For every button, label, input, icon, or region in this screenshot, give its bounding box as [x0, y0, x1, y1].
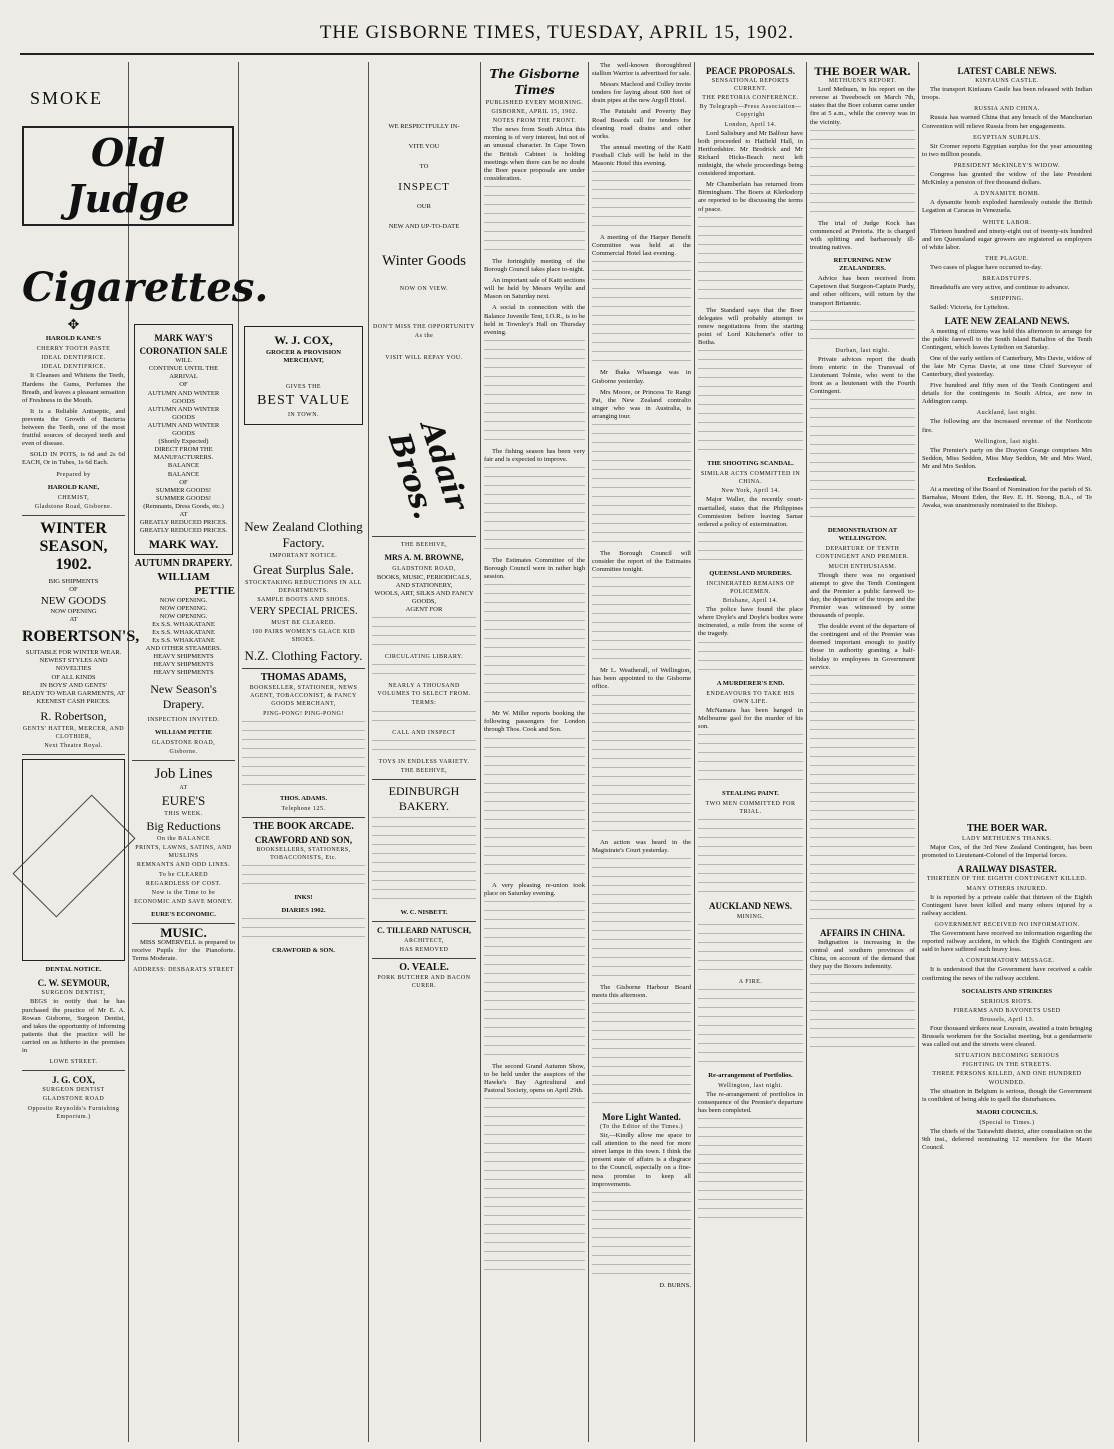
toys-line: TOYS IN ENDLESS VARIETY. — [378, 758, 470, 765]
adams-sign: THOS. ADAMS. — [279, 794, 328, 802]
peace-sub: SENSATIONAL REPORTS CURRENT. — [711, 78, 790, 93]
queensland-sub: INCINERATED REMAINS OF POLICEMEN. — [706, 580, 795, 595]
maori-heading: MAORI COUNCILS. — [976, 1108, 1038, 1116]
stealing-heading: STEALING PAINT. — [722, 790, 779, 798]
col10-para-d: Congress has granted the widow of the late President McKinley a pension of five thousand dollars. — [922, 171, 1092, 187]
col6-para-e: Mr Ihaka Whaanga was in Gisborne yesterday. — [592, 369, 691, 385]
fighting-sub: FIGHTING IN THE STREETS. — [962, 1062, 1052, 1069]
balance-line: On the BALANCE — [157, 836, 210, 843]
col6-para-h: Mr L. Weatherall, of Wellington, has been appointed to the Gisborne office. — [592, 667, 691, 691]
respect-line-6: NEW AND UP-TO-DATE — [388, 223, 460, 230]
seymour-role: SURGEON DENTIST, — [41, 990, 106, 997]
job-lines-heading: Job Lines — [154, 765, 213, 782]
column-7 — [698, 62, 803, 1442]
auckland-dateline: Auckland, last night. — [976, 410, 1038, 417]
pettie-line-6: Ex S.S. WHAKATANE — [152, 637, 215, 645]
col6-para-c: The annual meeting of the Kaiti Football Club will be held in the Masonic Hotel this evening. — [592, 143, 691, 168]
call-inspect: CALL AND INSPECT — [392, 729, 456, 736]
column-divider — [694, 62, 695, 1442]
pretoria-sub: THE PRETORIA CONFERENCE. — [702, 95, 799, 102]
rob-line-6: KEENEST CASH PRICES. — [36, 697, 111, 705]
rob-role: GENTS' HATTER, MERCER, AND CLOTHIER, — [22, 725, 125, 740]
tailor-advert-image — [22, 759, 125, 961]
prints-line: PRINTS, LAWNS, SATINS, AND MUSLINS — [135, 845, 232, 860]
col10-para-p: At a meeting of the Board of Nomination for the parish of St. Barnabas, Mount Eden, the Rev. E. H. Strong, B.A., of Te Awaka, was unanimously nominated to the Bishop. — [922, 486, 1092, 510]
adams-name: THOMAS ADAMS, — [260, 672, 347, 684]
nisbett-sign: W. C. NISBETT. — [400, 908, 448, 916]
col7-para-d: Major Waller, the recently court-martialled, states that the Philippines Commission before leaving Samar ordered a policy of extermination. — [698, 496, 803, 528]
cox-role: SURGEON DENTIST — [42, 1087, 105, 1094]
diaries-line: DIARIES 1902. — [281, 907, 326, 915]
col9-para-a: Major Cox, of the 3rd New Zealand Contingent, has been promoted to Lieutenant-Colonel of the Imperial forces. — [922, 844, 1092, 860]
markway-line-17: GREATLY REDUCED PRICES. — [139, 527, 228, 535]
col8-para-d: Private advices report the death from enteric in the Transvaal of Lieutenant Tolmie, who went to the front as a lieutenant with the Fourth Contingent. — [810, 355, 915, 396]
column-1 — [22, 318, 140, 1442]
rearrangement-heading: Re-arrangement of Portfolios. — [708, 1071, 793, 1079]
cox-grocer-name: W. J. COX, — [274, 333, 333, 347]
adair-bros-advert — [372, 382, 476, 532]
col6-para-a: Messrs Macleod and Colley invite tenders for laying about 600 feet of drain pipes at the new Argyll Hotel. — [592, 81, 691, 105]
kane-sub: CHERRY TOOTH PASTE — [36, 346, 111, 353]
col9-para-d: It is understood that the Government have received a cable confirming the news of the railway accident. — [922, 966, 1092, 982]
col8-para-a: Lord Methuen, in his report on the reverse at Tweebosch on March 7th, states that the Boer column came under fire at 5 a.m., while the convoy was in the vicinity. — [810, 86, 915, 126]
rob-line-2: NEWEST STYLES AND NOVELTIES — [39, 657, 108, 673]
crawford-sign: CRAWFORD & SON. — [272, 947, 335, 955]
wellington-dateline: Wellington, last night. — [718, 1082, 783, 1089]
architect-line: ARCHITECT, — [404, 937, 444, 944]
many-injured-sub: MANY OTHERS INJURED. — [966, 885, 1048, 892]
col8-para-b: The trial of Judge Kock has commenced at Pretoria. He is charged with splitting and barbarously ill-treating natives. — [810, 219, 915, 251]
veale-name: O. VEALE. — [399, 962, 449, 974]
eures-name: EURE'S — [161, 793, 206, 809]
column-divider — [480, 62, 481, 1442]
wellington-dateline-2: Wellington, last night. — [974, 438, 1040, 445]
markway-title: MARK WAY'S — [154, 333, 213, 343]
inks-line: INKS! — [294, 894, 313, 902]
browne-name: MRS A. M. BROWNE, — [384, 553, 464, 563]
pettie-line-5: Ex S.S. WHAKATANE — [152, 629, 215, 636]
mining-sub: MINING. — [736, 913, 765, 920]
markway-sign: MARK WAY. — [148, 537, 219, 552]
stocktaking-line: STOCKTAKING REDUCTIONS IN ALL DEPARTMENTS. — [245, 579, 362, 594]
browne-line-1: BOOKS, MUSIC, PERIODICALS, AND STATIONERY, — [376, 573, 472, 589]
more-light-sub: (To the Editor of the Times.) — [599, 1124, 684, 1130]
demo-heading: DEMONSTRATION AT WELLINGTON. — [827, 527, 898, 543]
markway-line-11: OF — [179, 478, 188, 486]
natusch-name: C. TILLEARD NATUSCH, — [377, 925, 471, 935]
dental-notice: DENTAL NOTICE. — [45, 966, 102, 974]
music-addr: ADDRESS: DESBARATS STREET — [133, 967, 234, 974]
col9-para-b: It is reported by a private cable that thirteen of the Eighth Contingent have been killed and many others injured by a railway accident. — [922, 893, 1092, 917]
samples-line: SAMPLE BOOTS AND SHOES. — [257, 596, 350, 603]
now-on-view: NOW ON VIEW. — [399, 286, 449, 292]
pettie-last: PETTIE — [194, 584, 235, 597]
markway-line-15: AT — [179, 510, 188, 518]
cox-addr-2: Opposite Reynolds's Furnishing Emporium.) — [27, 1105, 120, 1120]
rob-line-3: OF ALL KINDS — [51, 673, 96, 681]
markway-line-5: AUTUMN AND WINTER GOODS — [147, 405, 220, 421]
col5-para-d: A social in connection with the Balance Juvenile Tent, I.O.R., is to be held in Townley's Hall on Thursday evening. — [484, 304, 585, 336]
col6-para-d: A meeting of the Harper Benefit Committee was held at the Commercial Hotel last evening. — [592, 234, 691, 258]
column-9-lower — [922, 820, 1092, 1440]
kane-addr: Gladstone Road, Gisborne. — [34, 503, 113, 510]
col10-para-g: Two cases of plague have occurred to-day. — [930, 263, 1043, 271]
col9-para-e: Four thousand strikers near Louvain, awaited a train bringing Brussels workmen for the Socialist meeting, but a gendarmerie was called out and the streets were cleared. — [922, 1024, 1092, 1049]
boer-war-heading: THE BOER WAR. — [814, 64, 911, 78]
pettie-addr: GLADSTONE ROAD, — [151, 739, 216, 746]
markway-line-14: (Remnants, Dress Goods, etc.) — [143, 502, 224, 510]
cox-addr: GLADSTONE ROAD — [42, 1096, 105, 1103]
markway-line-8: DIRECT FROM THE MANUFACTURERS. — [153, 446, 214, 462]
published-line: PUBLISHED EVERY MORNING. — [485, 100, 584, 106]
markway-line-10: BALANCE — [167, 470, 200, 478]
col7-para-g: The re-arrangement of portfolios in consequence of the Premier's departure has been completed. — [698, 1090, 803, 1115]
russia-sub: RUSSIA AND CHINA. — [974, 106, 1040, 113]
shipments-line-3: NEW GOODS — [40, 595, 107, 608]
date-line: GISBORNE, APRIL 15, 1902. — [491, 109, 578, 116]
kane-body-2: It is a Reliable Antiseptic, and prevents the Growth of Bacteria between the Teeth, one of the most fruitful sources of decayed teeth and even of disease. — [22, 407, 125, 448]
respect-line-5: OUR — [417, 203, 431, 210]
col6-para-f: Mrs Moore, or Princess Te Rangi Pai, the New Zealand contralto singer who was in Australia, is arranging tour. — [592, 388, 691, 420]
fire-sub: A FIRE. — [738, 978, 763, 985]
must-be-cleared: MUST BE CLEARED. — [271, 619, 336, 626]
col10-para-m: Five hundred and fifty men of the Tenth Contingent and details for the contingents in South Africa, are now in Addington camp. — [922, 382, 1092, 406]
in-town: IN TOWN. — [287, 412, 320, 419]
col10-para-f: Thirteen hundred and ninety-eight out of twenty-six hundred and ten Queensland sugar growers are registered as employers of white labor. — [922, 227, 1092, 251]
markway-line-13: SUMMER GOODS! — [155, 494, 212, 502]
inspection-line: INSPECTION INVITED. — [147, 716, 220, 723]
browne-line-3: AGENT FOR — [405, 606, 443, 614]
firearms-sub: FIREARMS AND BAYONETS USED — [953, 1007, 1061, 1014]
queensland-heading: QUEENSLAND MURDERS. — [709, 569, 792, 577]
regardless-line: REGARDLESS OF COST. — [145, 880, 222, 887]
rob-line-5: READY TO WEAR GARMENTS, AT — [22, 689, 125, 697]
markway-line-16: GREATLY REDUCED PRICES. — [139, 519, 228, 527]
thousand-volumes: NEARLY A THOUSAND VOLUMES TO SELECT FROM. — [377, 683, 471, 698]
kane-name: HAROLD KANE, — [47, 483, 100, 491]
autumn-heading: AUTUMN DRAPERY. — [134, 558, 233, 570]
edinburgh-bakery: EDINBURGH BAKERY. — [388, 783, 460, 813]
pettie-first: WILLIAM — [157, 571, 210, 584]
col10-para-n: The following are the increased revenue of the Northcote fire. — [922, 418, 1092, 434]
old-judge-title: Old Judge — [22, 126, 234, 226]
cox-grocer-role: GROCER & PROVISION MERCHANT, — [265, 349, 342, 365]
three-killed-sub: THREE PERSONS KILLED, AND ONE HUNDRED WOUNDED. — [932, 1071, 1082, 1086]
pingpong-line: PING-PONG! PING-PONG! — [263, 710, 344, 717]
seymour-body: BEGS to notify that he has purchased the practice of Mr E. A. Rowan Gisborne, Surgeon Dentist, and takes the opportunity of informing patients that the practice will be carried on as hitherto in the premises in — [22, 998, 125, 1055]
beehive-2: THE BEEHIVE, — [400, 767, 448, 774]
by-telegraph: By Telegraph—Press Association—Copyright — [699, 104, 802, 119]
special-sub: (Special to Times.) — [979, 1119, 1035, 1126]
kane-role: CHEMIST, — [57, 494, 90, 501]
situation-sub: SITUATION BECOMING SERIOUS — [954, 1053, 1060, 1060]
col10-para-j: Sailed: Victoria, for Lyttelton. — [930, 304, 1010, 312]
newyork-dateline: New York, April 14. — [721, 488, 780, 495]
browne-addr: GLADSTONE ROAD, — [392, 565, 456, 572]
music-heading: MUSIC. — [160, 924, 207, 940]
circulating-library: CIRCULATING LIBRARY. — [384, 654, 464, 661]
more-light-body: Sir,—Kindly allow me space to call attention to the need for more street lamps in this town. I think the present state of affairs is a disgrace to the Council, especially on a fine-ness promise to keep all improvements. — [592, 1132, 691, 1188]
beehive-line: THE BEEHIVE, — [400, 542, 448, 549]
surplus-heading: Great Surplus Sale. — [253, 561, 354, 577]
gov-info-sub: GOVERNMENT RECEIVED NO INFORMATION. — [934, 921, 1080, 928]
col8-para-c: Advice has been received from Capetown that Surgeon-Captain Purdy, and other officers, will return by the transport Britannic. — [810, 275, 915, 307]
breadstuffs-sub: BREADSTUFFS. — [982, 276, 1032, 283]
shipments-line-2: OF — [69, 585, 78, 593]
col6-para-i: An action was heard in the Magistrate's Court yesterday. — [592, 838, 691, 854]
railway-sub: THIRTEEN OF THE EIGHTH CONTINGENT KILLED. — [926, 876, 1088, 883]
late-nz-heading: LATE NEW ZEALAND NEWS. — [944, 316, 1070, 327]
ornament-icon: ✥ — [67, 318, 80, 333]
paper-title: The Gisborne Times — [489, 67, 580, 97]
pettie-line-10: HEAVY SHIPMENTS — [153, 669, 214, 677]
affairs-china-heading: AFFAIRS IN CHINA. — [819, 927, 906, 938]
lady-methuen-sub: LADY METHUEN'S THANKS. — [962, 836, 1052, 843]
ecclesiastical-heading: Ecclesiastical. — [987, 476, 1027, 484]
col10-para-c: Sir Cromer reports Egyptian surplus for the year amounting to two million pounds. — [922, 142, 1092, 158]
respect-line-4: INSPECT — [398, 181, 450, 193]
col10-para-b: Russia has warned China that any breach of the Manchurian Convention will relieve Russia from her engagements. — [922, 114, 1092, 130]
latest-cable-heading: LATEST CABLE NEWS. — [957, 66, 1057, 76]
pairs-line: 100 PAIRS WOMEN'S GLACE KID SHOES. — [251, 628, 356, 644]
markway-sub: CORONATION SALE — [139, 346, 228, 357]
robertsons-title: ROBERTSON'S, — [22, 628, 140, 646]
gives-line: GIVES THE — [285, 384, 322, 391]
special-prices: VERY SPECIAL PRICES. — [249, 605, 358, 617]
col10-para-o: The Premier's party on the Drayton Grange comprises Mrs Seddon, Miss Seddon, Miss May Seddon, Mr and Mrs Ward, Mr and Mrs Seddon. — [922, 446, 1092, 470]
terms-line: TERMS: — [411, 700, 437, 707]
veale-role: PORK BUTCHER AND BACON CURER. — [377, 975, 471, 990]
methuen-sub: METHUEN'S REPORT. — [828, 78, 897, 85]
kane-title: HAROLD KANE'S — [45, 335, 102, 343]
col9-para-f: The situation in Belgium is serious, though the Government is confident of being able to quell the disturbances. — [922, 1087, 1092, 1103]
col5-para-g: The Estimates Committee of the Borough Council were in rather high session. — [484, 556, 585, 581]
more-light-heading: More Light Wanted. — [602, 1111, 681, 1122]
eures-economic: EURE'S ECONOMIC. — [151, 910, 216, 918]
crawford-role: BOOKSELLERS, STATIONERS, TOBACCONISTS, Etc. — [256, 846, 351, 862]
pettie-line-4: Ex S.S. WHAKATANE — [152, 620, 215, 628]
respect-line-3: TO — [419, 163, 429, 170]
telephone-line: Telephone 125. — [281, 805, 326, 812]
column-2 — [132, 320, 235, 1442]
column-3 — [242, 62, 365, 1442]
col5-para-e: The fishing season has been very fair and is expected to improve. — [484, 447, 585, 463]
bomb-sub: A DYNAMITE BOMB. — [973, 191, 1041, 198]
respect-line-1: WE RESPECTFULLY IN- — [388, 123, 460, 130]
winter-heading: WINTER SEASON, — [39, 519, 108, 555]
col5-para-i: The second Grand Autumn Show, to be held under the auspices of the Hawke's Bay Agricultural and Pastoral Society, opens on April 29th. — [484, 1062, 585, 1094]
markway-line-3: OF — [179, 381, 188, 389]
rob-addr: Next Theatre Royal. — [44, 743, 103, 750]
nzcf-heading: N.Z. Clothing Factory. — [244, 648, 363, 664]
pettie-sign: WILLIAM PETTIE — [154, 728, 213, 736]
reductions-heading: Big Reductions — [146, 819, 221, 834]
col10-para-a: The transport Kinfauns Castle has been released with Indian troops. — [922, 86, 1092, 102]
seymour-name: C. W. SEYMOUR, — [37, 978, 110, 989]
rob-line-4: IN BOYS' AND GENTS' — [39, 681, 108, 689]
brussels-dateline: Brussels, April 13. — [979, 1016, 1035, 1023]
old-judge-advert — [22, 88, 269, 318]
seymour-addr: LOWE STREET. — [49, 1059, 98, 1066]
kinfauns-sub: KINFAUNS CASTLE. — [975, 78, 1039, 85]
serious-riots-sub: SERIOUS RIOTS. — [980, 998, 1034, 1005]
col5-para-b: The fortnightly meeting of the Borough Council takes place to-night. — [484, 257, 585, 274]
music-body: MISS SOMERVELL is prepared to receive Pupils for the Pianoforte. Terms Moderate. — [132, 939, 235, 963]
railway-heading: A RAILWAY DISASTER. — [957, 864, 1057, 875]
col10-para-l: One of the early settlers of Canterbury, Mrs Davie, widow of the late Mr Cyrus Davie, at one time Chief Surveyor of Canterbury, died yesterday. — [922, 354, 1092, 378]
shipments-line-1: BIG SHIPMENTS — [48, 577, 99, 585]
col5-para-a: The news from South Africa this morning is of very interest, but not of an unusual character. In Cape Town the British Cabinet is holding meetings when there can be no doubt the Boer peace proposals are under consideration. — [484, 126, 585, 182]
thisweek-line: THIS WEEK. — [164, 811, 203, 818]
boer-war-heading-2: THE BOER WAR. — [966, 823, 1048, 834]
egypt-sub: EGYPTIAN SURPLUS. — [973, 134, 1041, 141]
cox-name: J. G. COX, — [52, 1075, 95, 1086]
confirm-sub: A CONFIRMATORY MESSAGE. — [959, 958, 1055, 965]
returning-heading: RETURNING NEW ZEALANDERS. — [833, 257, 892, 273]
socialists-heading: SOCIALISTS AND STRIKERS — [961, 987, 1053, 995]
browne-line-2: WOOLS, ART, SILKS AND FANCY GOODS, — [374, 589, 474, 605]
demo-sub: DEPARTURE OF TENTH CONTINGENT AND PREMIER. — [815, 546, 910, 561]
murderer-sub: ENDEAVOURS TO TAKE HIS OWN LIFE. — [706, 690, 795, 705]
kane-line-1: IDEAL DENTIFRICE. — [41, 355, 106, 362]
pettie-line-7: AND OTHER STEAMERS. — [145, 645, 222, 653]
masthead-title: THE GISBORNE TIMES, TUESDAY, APRIL 15, 1902. — [319, 22, 795, 43]
masthead — [0, 0, 1114, 50]
rob-line-1: SUITABLE FOR WINTER WEAR. — [25, 649, 122, 657]
stealing-sub: TWO MEN COMMITTED FOR TRIAL. — [705, 801, 796, 816]
pettie-line-3: NOW OPENING. — [159, 612, 208, 620]
col7-para-e: The police have found the place where Doyle's and Doyle's bodies were incinerated, a mile from the scene of the tragedy. — [698, 606, 803, 638]
col10-para-e: A dynamite bomb exploded harmlessly outside the British Legation at Caracas in Venezuela. — [922, 199, 1092, 215]
kane-price: SOLD IN POTS, is 6d and 2s 6d EACH, Or in Tubes, 1s 6d Each. — [22, 451, 125, 467]
adair-bros-title: Adair Bros. — [380, 417, 475, 524]
col5-para-h: A very pleasing re-union took place on Saturday evening. — [484, 881, 585, 897]
as-the: As the — [414, 333, 434, 340]
at-line: AT — [179, 784, 188, 791]
shipping-sub: SHIPPING. — [990, 296, 1024, 303]
col7-para-f: McNamara has been hanged in Melbourne gaol for the murder of his son. — [698, 706, 803, 731]
markway-line-4: AUTUMN AND WINTER GOODS — [147, 389, 220, 405]
brisbane-dateline: Brisbane, April 14. — [722, 598, 779, 605]
markway-line-12: SUMMER GOODS! — [155, 486, 212, 494]
kane-line-2: IDEAL DENTIFRICE. — [41, 364, 106, 371]
col6-para-b: The Patutahi and Poverty Bay Road Boards call for tenders for cleaning road drains and other works. — [592, 108, 691, 140]
important-notice: IMPORTANT NOTICE. — [269, 553, 338, 560]
col6-para-j: The Gisborne Harbour Board meets this afternoon. — [592, 983, 691, 999]
pettie-town: Gisborne. — [169, 748, 198, 755]
visit-repay: VISIT WILL REPAY YOU. — [385, 355, 463, 362]
column-divider — [368, 62, 369, 1442]
respect-line-2: VITE YOU — [408, 143, 440, 150]
kane-prep: Prepared by — [56, 471, 91, 478]
smoke-heading: SMOKE — [30, 88, 104, 108]
markway-line-9: BALANCE — [167, 462, 200, 470]
more-light-sign: D. BURNS. — [659, 1281, 691, 1289]
pettie-line-1: NOW OPENING. — [159, 596, 208, 604]
kane-body: It Cleanses and Whitens the Teeth, Hardens the Gums, Perfumes the Breath, and leaves a pleasant sensation of Freshness in the Mouth. — [22, 372, 125, 404]
remnants-line: REMNANTS AND ODD LINES. — [136, 862, 231, 869]
col9-para-g: The chiefs of the Tairawhiti district, after consultation on the 9th inst., deferred nominating 12 members for the Maori Council. — [922, 1128, 1092, 1152]
col8-para-f: The double event of the departure of the contingent and of the Premier was deemed important enough to justify those in authority granting a half-holiday to employees in Government service. — [810, 623, 915, 671]
removed-line: HAS REMOVED — [399, 947, 449, 954]
col10-para-i: Breadstuffs are very active, and continue to advance. — [930, 284, 1070, 292]
diamond-ornament — [12, 795, 135, 918]
column-divider — [806, 62, 807, 1442]
col7-para-a: Lord Salisbury and Mr Balfour have both proceeded to Hatfield Hall, in Hertfordshire. Mr Brodrick and Mr Richard Hicks-Beach next left midnight, the whole proceedings being considered important. — [698, 129, 803, 178]
col6-para-title: The well-known thoroughbred stallion Warrior is advertised for sale. — [592, 62, 691, 78]
column-8 — [810, 62, 915, 1442]
auckland-heading: AUCKLAND NEWS. — [708, 901, 792, 912]
adams-role: BOOKSELLER, STATIONER, NEWS AGENT, TOBACCONIST, & FANCY GOODS MERCHANT, — [249, 685, 358, 708]
dont-miss: DON'T MISS THE OPPORTUNITY — [372, 324, 475, 331]
shipments-line-4: NOW OPENING — [50, 608, 97, 616]
col8-para-e: Though there was no organised attempt to give the Tenth Contingent and the Premier a public farewell to-day, the departure of the troops and the Premier was witnessed by some thousands of people. — [810, 571, 915, 620]
column-divider — [588, 62, 589, 1442]
col7-para-c: The Standard says that the Boer delegates will probably attempt to renew negotiations from the starting point of Lord Kitchener's offer to Botha. — [698, 306, 803, 346]
widow-sub: PRESIDENT McKINLEY'S WIDOW. — [953, 162, 1061, 169]
murderer-heading: A MURDERER'S END. — [716, 679, 785, 687]
col7-para-b: Mr Chamberlain has returned from Birmingham. The Boers at Klerksdorp are reported to be discussing the terms of peace. — [698, 181, 803, 213]
pettie-line-8: HEAVY SHIPMENTS — [153, 653, 214, 661]
nz-clothing-heading: New Zealand Clothing Factory. — [244, 519, 363, 551]
col10-para-k: A meeting of citizens was held this afternoon to arrange for the public farewell to the South Island Battalion of the Tenth Contingent, which leaves Lyttelton on Saturday. — [922, 327, 1092, 351]
rob-name: R. Robertson, — [40, 708, 107, 723]
cigarettes-title: Cigarettes. — [22, 264, 269, 312]
best-value: BEST VALUE — [257, 393, 350, 409]
scandal-heading: THE SHOOTING SCANDAL. — [707, 460, 794, 468]
durban-dateline: Durban, last night. — [835, 347, 890, 354]
col6-para-g: The Borough Council will consider the report of the Estimates Committee tonight. — [592, 549, 691, 574]
column-6 — [592, 62, 691, 1442]
col9-para-c: The Government have received no information regarding the reported railway accident, in which the Eighth Contingent are said to have suffered such heavy loss. — [922, 930, 1092, 954]
markway-line-2: CONTINUE UNTIL THE ARRIVAL — [148, 365, 219, 381]
masthead-rule — [20, 53, 1094, 55]
economic-line: ECONOMIC AND SAVE MONEY. — [134, 898, 233, 905]
book-arcade: THE BOOK ARCADE. — [253, 820, 354, 832]
markway-line-6: AUTUMN AND WINTER GOODS — [147, 421, 220, 438]
news-heading: NOTES FROM THE FRONT. — [492, 118, 577, 125]
markway-line-1: WILL — [175, 357, 192, 365]
column-divider — [918, 62, 919, 1442]
column-4 — [372, 62, 476, 1442]
scandal-sub: SIMILAR ACTS COMMITTED IN CHINA. — [700, 471, 801, 486]
plague-sub: THE PLAGUE. — [985, 255, 1029, 262]
white-labor-sub: WHITE LABOR. — [982, 219, 1032, 226]
enthusiasm-sub: MUCH ENTHUSIASM. — [828, 563, 897, 570]
col8-para-g: Indignation is increasing in the central and southern provinces of China, on account of the demand that they pay the Boxers indemnity. — [810, 938, 915, 971]
col5-para-f: Mr W. Miller reports booking the following passengers for London through Thos. Cook and Son. — [484, 710, 585, 734]
col5-para-c: An important sale of Kaiti sections will be held by Messrs Wyllie and Mason on Saturday next. — [484, 277, 585, 301]
now-line: Now is the Time to be — [151, 889, 216, 896]
london-dateline: London, April 14. — [724, 121, 777, 128]
pettie-line-9: HEAVY SHIPMENTS — [153, 661, 214, 669]
winter-year: 1902. — [55, 555, 92, 573]
column-5 — [484, 62, 585, 1442]
shipments-line-5: AT — [69, 616, 78, 624]
cleared-line: To be CLEARED — [158, 871, 209, 878]
markway-line-7: (Shortly Expected) — [158, 438, 209, 446]
peace-heading: PEACE PROPOSALS. — [705, 66, 795, 76]
pettie-line-2: NOW OPENING. — [159, 604, 208, 612]
drapery-heading: New Season's Drapery. — [150, 681, 217, 711]
crawford-name: CRAWFORD AND SON, — [254, 834, 353, 845]
winter-goods-heading: Winter Goods — [382, 253, 466, 269]
